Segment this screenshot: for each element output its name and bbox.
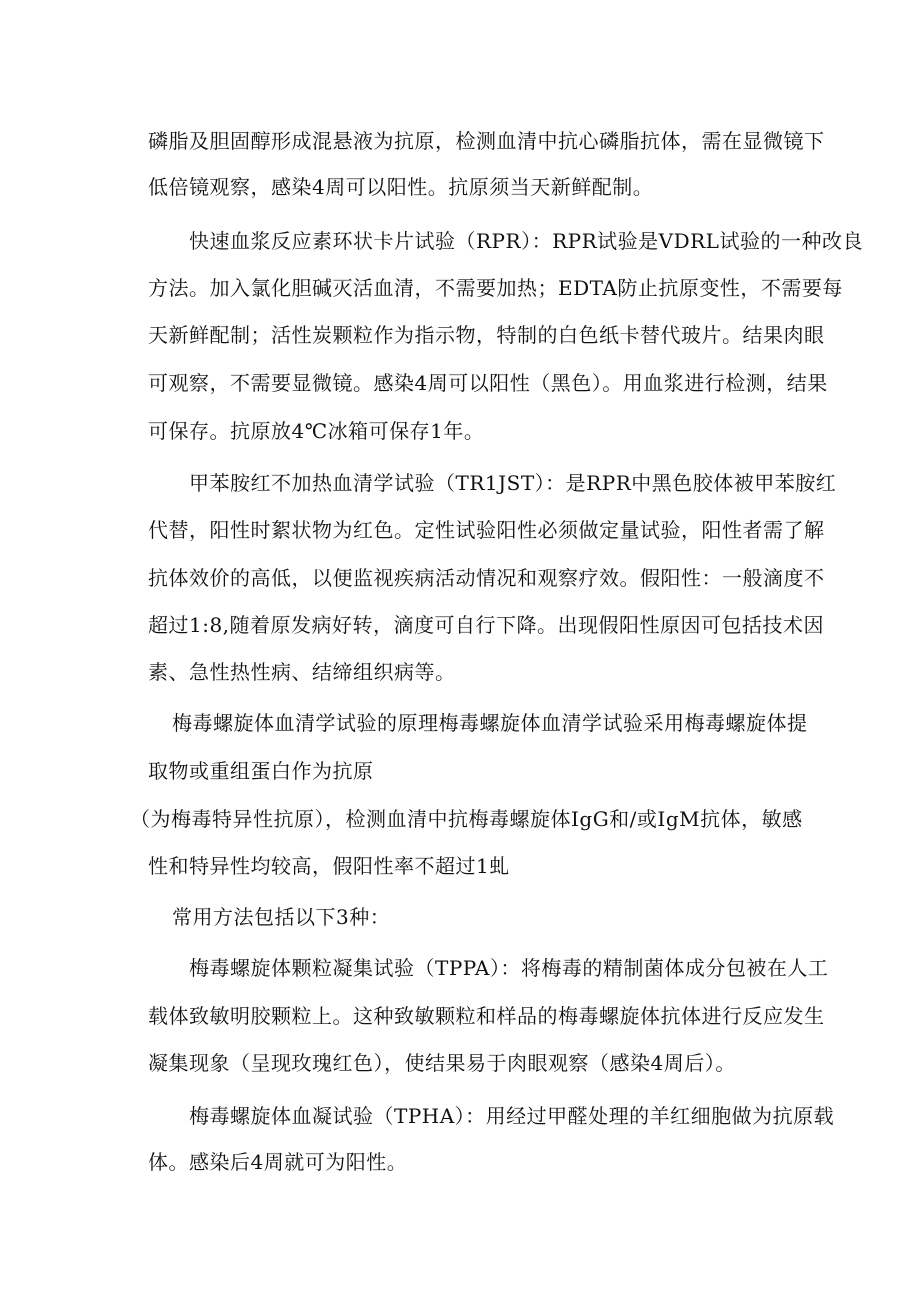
text-line: （为梅毒特异性抗原），检测血清中抗梅毒螺旋体IgG和/或IgM抗体，敏感 [130,807,803,831]
text-line: 甲苯胺红不加热血清学试验（TR1JST）：是RPR中黑色胶体被甲苯胺红 [189,471,837,495]
text-line: 抗体效价的高低，以便监视疾病活动情况和观察疗效。假阳性：一般滴度不 [148,566,825,590]
text-line: 凝集现象（呈现玫瑰红色），使结果易于肉眼观察（感染4周后）。 [148,1051,736,1075]
text-line: 素、急性热性病、结缔组织病等。 [148,660,456,684]
text-line: 载体致敏明胶颗粒上。这种致敏颗粒和样品的梅毒螺旋体抗体进行反应发生 [148,1004,825,1028]
text-line: 体。感染后4周就可为阳性。 [148,1150,408,1174]
text-line: 方法。加入氯化胆碱灭活血清，不需要加热；EDTA防止抗原变性，不需要每 [148,276,843,300]
text-line: 梅毒螺旋体血凝试验（TPHA）：用经过甲醛处理的羊红细胞做为抗原载 [189,1104,835,1128]
text-line: 快速血浆反应素环状卡片试验（RPR）：RPR试验是VDRL试验的一种改良 [189,229,863,253]
text-line: 取物或重组蛋白作为抗原 [148,759,374,783]
text-line: 可保存。抗原放4℃冰箱可保存1年。 [148,419,485,443]
text-line: 超过1:8,随着原发病好转，滴度可自行下降。出现假阳性原因可包括技术因 [148,613,825,637]
text-line: 代替，阳性时絮状物为红色。定性试验阳性必须做定量试验，阳性者需了解 [148,518,825,542]
text-line: 磷脂及胆固醇形成混悬液为抗原，检测血清中抗心磷脂抗体，需在显微镜下 [148,129,825,153]
text-line: 常用方法包括以下3种： [172,905,391,929]
text-line: 性和特异性均较高，假阳性率不超过1虬 [148,854,510,878]
text-line: 低倍镜观察，感染4周可以阳性。抗原须当天新鲜配制。 [148,175,654,199]
text-line: 梅毒螺旋体颗粒凝集试验（TPPA）：将梅毒的精制菌体成分包被在人工 [189,956,829,980]
text-line: 可观察，不需要显微镜。感染4周可以阳性（黑色）。用血浆进行检测，结果 [148,371,828,395]
text-line: 天新鲜配制；活性炭颗粒作为指示物，特制的白色纸卡替代玻片。结果肉眼 [148,323,825,347]
text-line: 梅毒螺旋体血清学试验的原理梅毒螺旋体血清学试验采用梅毒螺旋体提 [172,711,808,735]
